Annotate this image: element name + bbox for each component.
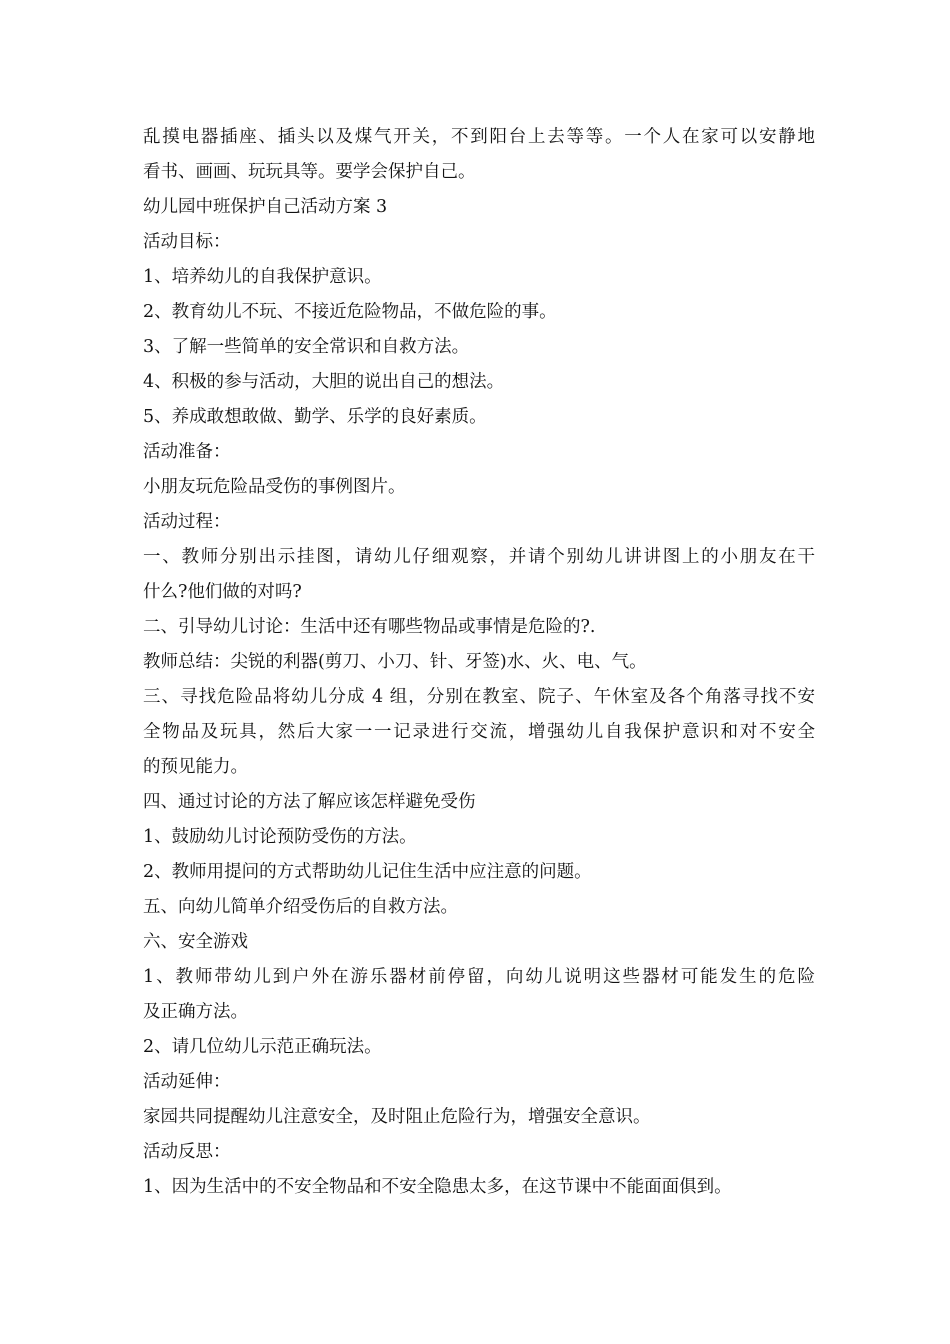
text-line: 3、了解一些简单的安全常识和自救方法。 [143,337,470,357]
text-line: 二、引导幼儿讨论：生活中还有哪些物品或事情是危险的?. [143,617,596,637]
text-line: 全物品及玩具，然后大家一一记录进行交流，增强幼儿自我保护意识和对不安全 [143,722,815,742]
text-line: 教师总结：尖锐的利器(剪刀、小刀、针、牙签)水、火、电、气。 [143,652,647,672]
text-line: 乱摸电器插座、插头以及煤气开关，不到阳台上去等等。一个人在家可以安静地 [143,127,815,147]
text-line: 活动反思： [143,1142,231,1162]
text-line: 1、培养幼儿的自我保护意识。 [143,267,382,287]
text-line: 幼儿园中班保护自己活动方案 3 [143,197,388,217]
text-line: 2、教育幼儿不玩、不接近危险物品，不做危险的事。 [143,302,557,322]
text-line: 活动延伸： [143,1072,231,1092]
text-line: 5、养成敢想敢做、勤学、乐学的良好素质。 [143,407,487,427]
text-line: 六、安全游戏 [143,932,248,952]
text-line: 小朋友玩危险品受伤的事例图片。 [143,477,406,497]
text-line: 1、教师带幼儿到户外在游乐器材前停留，向幼儿说明这些器材可能发生的危险 [143,967,815,987]
text-line: 4、积极的参与活动，大胆的说出自己的想法。 [143,372,505,392]
text-line: 的预见能力。 [143,757,248,777]
text-line: 1、鼓励幼儿讨论预防受伤的方法。 [143,827,417,847]
text-line: 活动目标： [143,232,231,252]
document-body [143,120,815,1205]
text-line: 一、教师分别出示挂图，请幼儿仔细观察，并请个别幼儿讲讲图上的小朋友在干 [143,547,815,567]
text-line: 四、通过讨论的方法了解应该怎样避免受伤 [143,792,476,812]
text-line: 三、寻找危险品将幼儿分成 4 组，分别在教室、院子、午休室及各个角落寻找不安 [143,687,815,707]
text-line: 2、请几位幼儿示范正确玩法。 [143,1037,382,1057]
text-line: 什么?他们做的对吗? [143,582,302,602]
text-line: 五、向幼儿简单介绍受伤后的自救方法。 [143,897,458,917]
text-line: 2、教师用提问的方式帮助幼儿记住生活中应注意的问题。 [143,862,592,882]
text-line: 活动过程： [143,512,231,532]
text-line: 家园共同提醒幼儿注意安全，及时阻止危险行为，增强安全意识。 [143,1107,651,1127]
text-line: 及正确方法。 [143,1002,248,1022]
text-line: 活动准备： [143,442,231,462]
text-line: 1、因为生活中的不安全物品和不安全隐患太多，在这节课中不能面面俱到。 [143,1177,732,1197]
text-line: 看书、画画、玩玩具等。要学会保护自己。 [143,162,476,182]
